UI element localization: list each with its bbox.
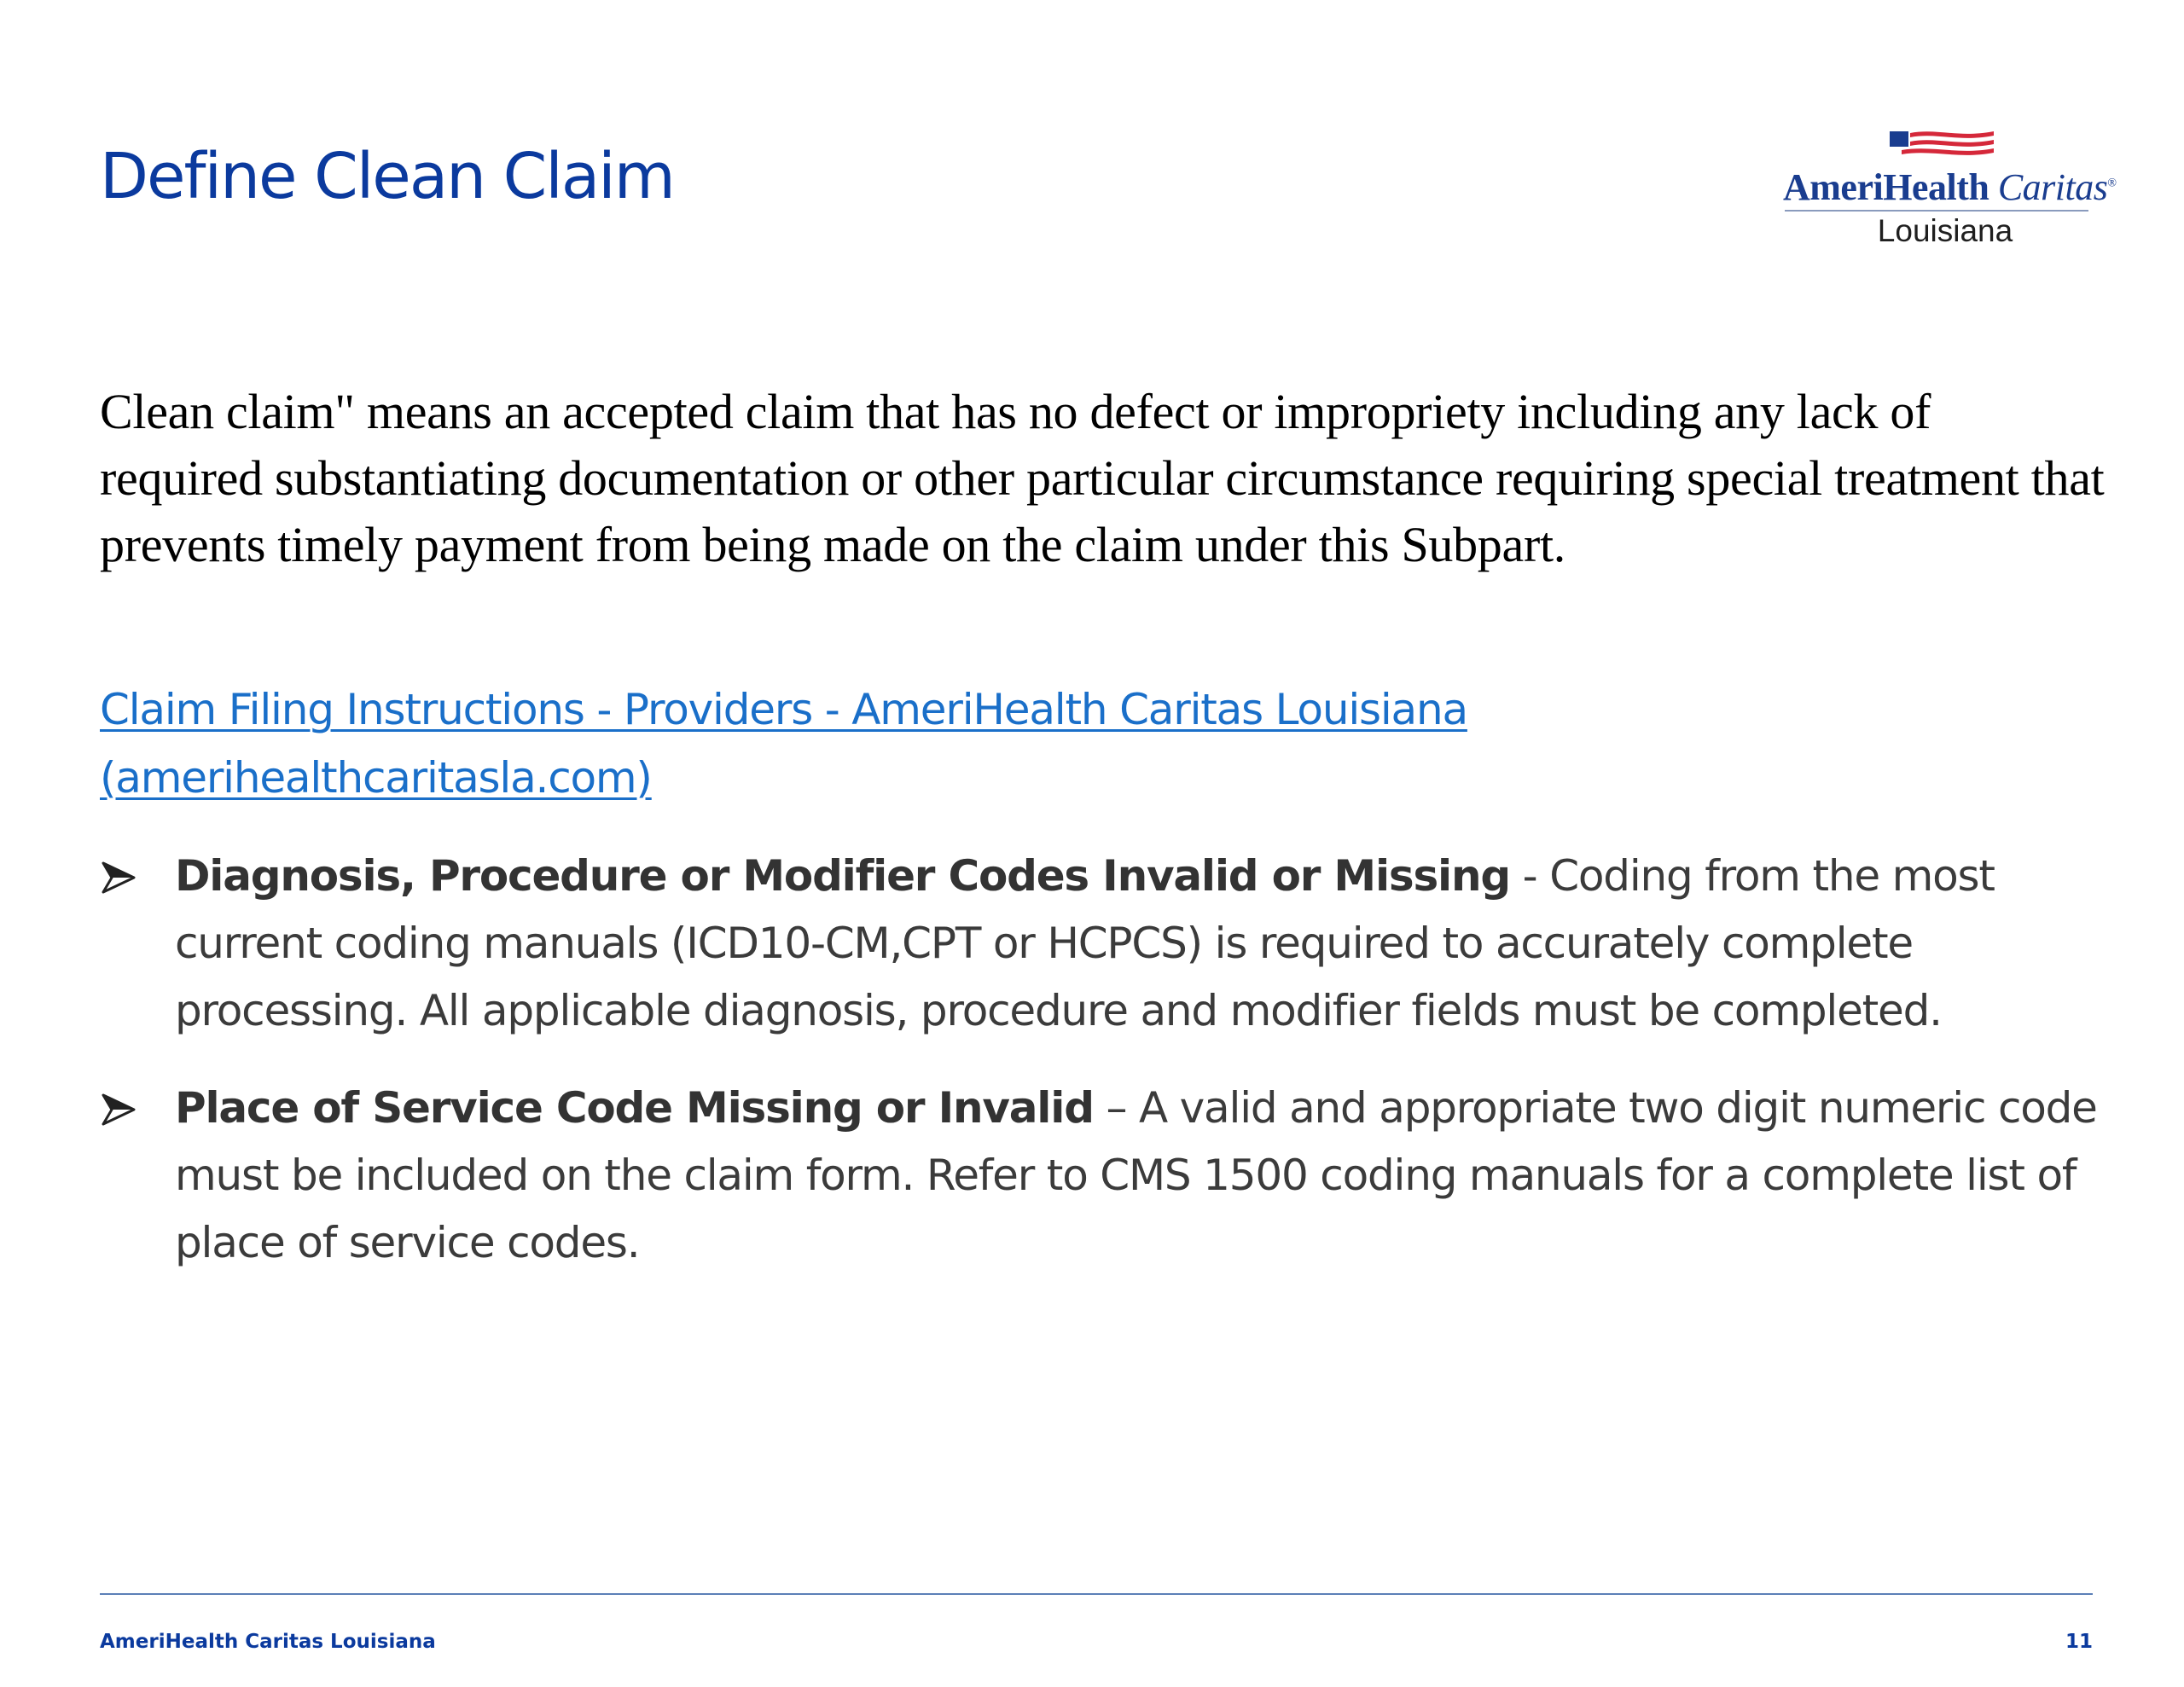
claim-issues-list <box>100 843 2113 1277</box>
bullet-separator: – <box>1093 1083 1139 1133</box>
bullet-text: A valid and appropriate two digit numeric code must be included on the claim form. Refer to CMS 1500 coding manuals for a complete list of place of service codes. <box>175 1083 2097 1267</box>
list-item <box>100 843 2113 1045</box>
arrow-bullet-icon <box>102 1093 136 1126</box>
page-number: 11 <box>2065 1631 2093 1653</box>
clean-claim-definition: Clean claim" means an accepted claim that has no defect or impropriety including any lack of required substantiating documentation or other particular circumstance requiring special treatment that prevents timely payment from being made on the claim under this Subpart. <box>100 384 2105 572</box>
claim-filing-instructions-link[interactable]: Claim Filing Instructions - Providers - AmeriHealth Caritas Louisiana (amerihealthcaritasla.com) <box>100 685 1467 803</box>
footer-divider <box>100 1593 2093 1595</box>
bullet-term: Diagnosis, Procedure or Modifier Codes Invalid or Missing <box>175 851 1510 901</box>
slide-title: Define Clean Claim <box>100 140 674 213</box>
arrow-bullet-icon <box>102 861 136 894</box>
logo-mark: ® <box>2107 177 2117 190</box>
logo-region: Louisiana <box>1877 213 2013 248</box>
flag-icon <box>1890 128 2001 162</box>
logo-brand-italic: Caritas <box>1997 166 2108 208</box>
list-item <box>100 1075 2113 1277</box>
bullet-separator: - <box>1509 851 1550 901</box>
bullet-term: Place of Service Code Missing or Invalid <box>175 1083 1094 1133</box>
bullet-text: Coding from the most current coding manuals (ICD10-CM,CPT or HCPCS) is required to accurately complete processing. All applicable diagnosis, procedure and modifier fields must be completed. <box>175 851 1995 1035</box>
logo-wordmark <box>1783 165 2117 209</box>
logo-brand-bold: AmeriHealth <box>1783 166 1989 208</box>
company-logo <box>1783 128 2117 256</box>
logo-divider <box>1785 210 2088 212</box>
footer-org-name: AmeriHealth Caritas Louisiana <box>100 1631 436 1653</box>
